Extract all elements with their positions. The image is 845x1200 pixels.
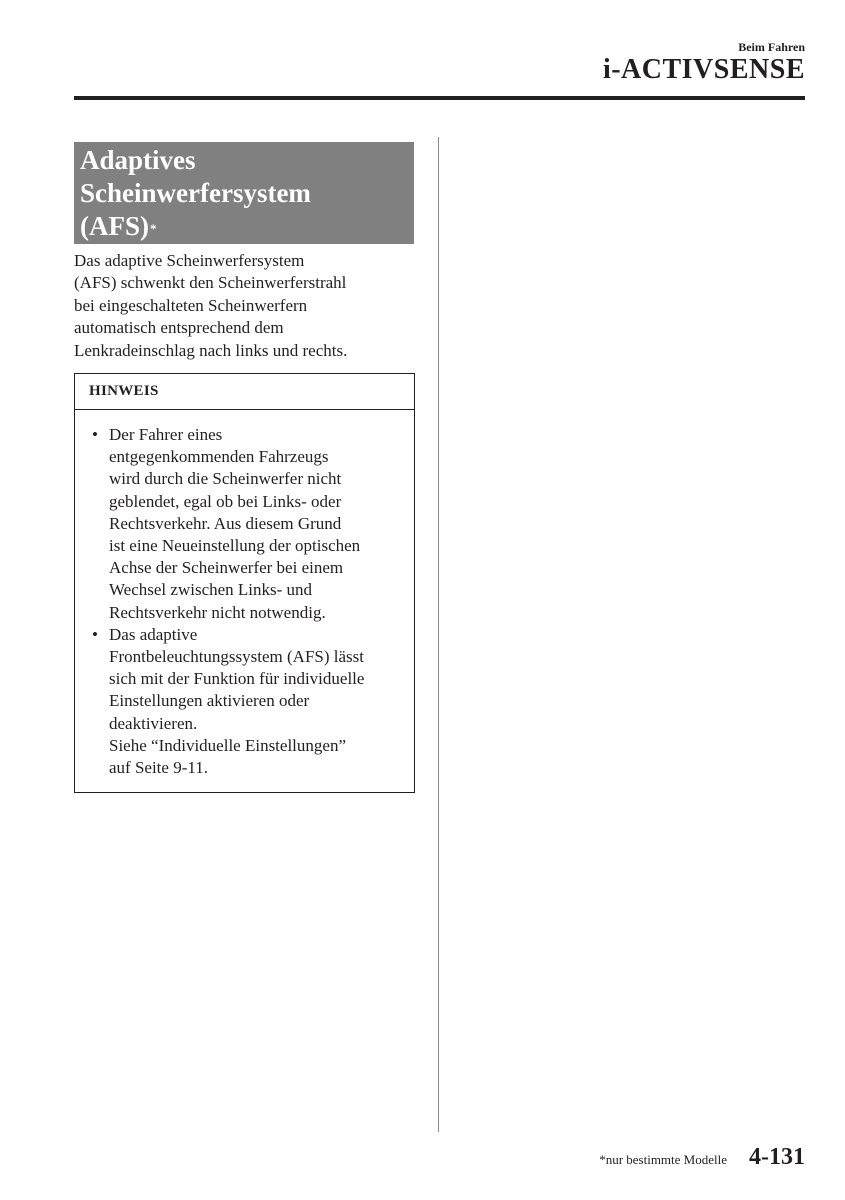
note-box: [74, 373, 415, 793]
note-line: wird durch die Scheinwerfer nicht: [109, 469, 342, 489]
intro-line: bei eingeschalteten Scheinwerfern: [74, 295, 308, 315]
footer-note: *nur bestimmte Modelle: [599, 1152, 727, 1167]
intro-line: (AFS) schwenkt den Scheinwerferstrahl: [74, 273, 347, 293]
column-divider: [438, 137, 439, 1132]
header-title: i-ACTIVSENSE: [602, 54, 805, 85]
cross-reference-line: Siehe “Individuelle Einstellungen”: [109, 735, 346, 755]
optional-equipment-marker: *: [150, 221, 157, 236]
bullet-icon: •: [92, 425, 98, 444]
heading-line-text: (AFS): [80, 211, 149, 241]
note-bullet-item: [75, 624, 414, 779]
note-line: deaktivieren.: [109, 713, 198, 733]
intro-paragraph: [74, 250, 424, 362]
intro-line: Lenkradeinschlag nach links und rechts.: [74, 340, 348, 360]
heading-line: Scheinwerfersystem: [80, 178, 311, 208]
cross-reference-line: auf Seite 9-11.: [109, 758, 208, 778]
note-line: Rechtsverkehr nicht notwendig.: [109, 602, 326, 622]
note-line: Frontbeleuchtungssystem (AFS) lässt: [109, 647, 364, 667]
note-line: geblendet, egal ob bei Links- oder: [109, 491, 342, 511]
section-heading: [74, 142, 414, 244]
note-line: sich mit der Funktion für individuelle: [109, 669, 365, 689]
bullet-icon: •: [92, 624, 98, 644]
page-number: 4-131: [749, 1144, 805, 1170]
note-line: Wechsel zwischen Links- und: [109, 580, 313, 600]
heading-line: [80, 210, 408, 243]
intro-line: Das adaptive Scheinwerfersystem: [74, 251, 305, 270]
note-line: entgegenkommenden Fahrzeugs: [109, 447, 329, 467]
header-section-label: Beim Fahren: [738, 40, 805, 54]
note-line: ist eine Neueinstellung der optischen: [109, 536, 361, 556]
header-rule: [74, 96, 805, 100]
intro-line: automatisch entsprechend dem: [74, 318, 284, 338]
note-line: Einstellungen aktivieren oder: [109, 691, 310, 711]
note-line: Der Fahrer eines: [109, 425, 223, 444]
note-bullet-item: [75, 424, 414, 624]
note-line: Achse der Scheinwerfer bei einem: [109, 558, 344, 578]
note-line: Das adaptive: [109, 624, 198, 644]
note-body: [75, 424, 414, 779]
note-label: HINWEIS: [75, 374, 414, 410]
note-line: Rechtsverkehr. Aus diesem Grund: [109, 513, 342, 533]
heading-line: Adaptives: [80, 145, 196, 175]
